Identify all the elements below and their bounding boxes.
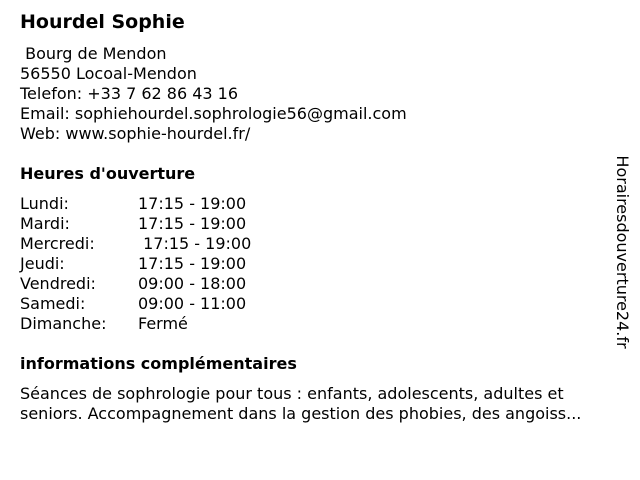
additional-info-text — [20, 384, 632, 424]
day-label: Dimanche: — [20, 314, 107, 333]
hours-row-saturday — [20, 294, 251, 314]
time-range: 09:00 - 11:00 — [138, 294, 247, 313]
hours-row-thursday — [20, 254, 251, 274]
hours-row-friday — [20, 274, 251, 294]
time-range: 09:00 - 18:00 — [138, 274, 247, 293]
day-label: Samedi: — [20, 294, 86, 313]
hours-row-monday — [20, 194, 251, 214]
time-range: Fermé — [138, 314, 188, 333]
day-label: Jeudi: — [20, 254, 65, 273]
website-link[interactable]: Web: www.sophie-hourdel.fr/ — [20, 124, 251, 143]
time-range: 17:15 - 19:00 — [138, 214, 247, 233]
contact-block — [20, 44, 407, 144]
day-label: Vendredi: — [20, 274, 96, 293]
time-range: 17:15 - 19:00 — [138, 254, 247, 273]
email-address[interactable]: Email: sophiehourdel.sophrologie56@gmail.com — [20, 104, 407, 123]
opening-hours-table — [20, 194, 251, 334]
additional-info-heading: informations complémentaires — [20, 354, 297, 373]
time-range: 17:15 - 19:00 — [138, 194, 247, 213]
hours-row-tuesday — [20, 214, 251, 234]
address-city: 56550 Locoal-Mendon — [20, 64, 197, 83]
opening-hours-heading: Heures d'ouverture — [20, 164, 196, 183]
site-watermark: Horairesdouverture24.fr — [613, 155, 632, 349]
info-line: seniors. Accompagnement dans la gestion des phobies, des angoiss... — [20, 404, 582, 423]
address-street: Bourg de Mendon — [20, 44, 167, 63]
day-label: Mercredi: — [20, 234, 95, 253]
info-line: Séances de sophrologie pour tous : enfants, adolescents, adultes et — [20, 384, 564, 403]
phone-number[interactable]: Telefon: +33 7 62 86 43 16 — [20, 84, 239, 103]
day-label: Lundi: — [20, 194, 69, 213]
hours-row-wednesday — [20, 234, 251, 254]
day-label: Mardi: — [20, 214, 70, 233]
business-name: Hourdel Sophie — [20, 11, 185, 33]
hours-row-sunday — [20, 314, 251, 334]
time-range: 17:15 - 19:00 — [138, 234, 252, 253]
